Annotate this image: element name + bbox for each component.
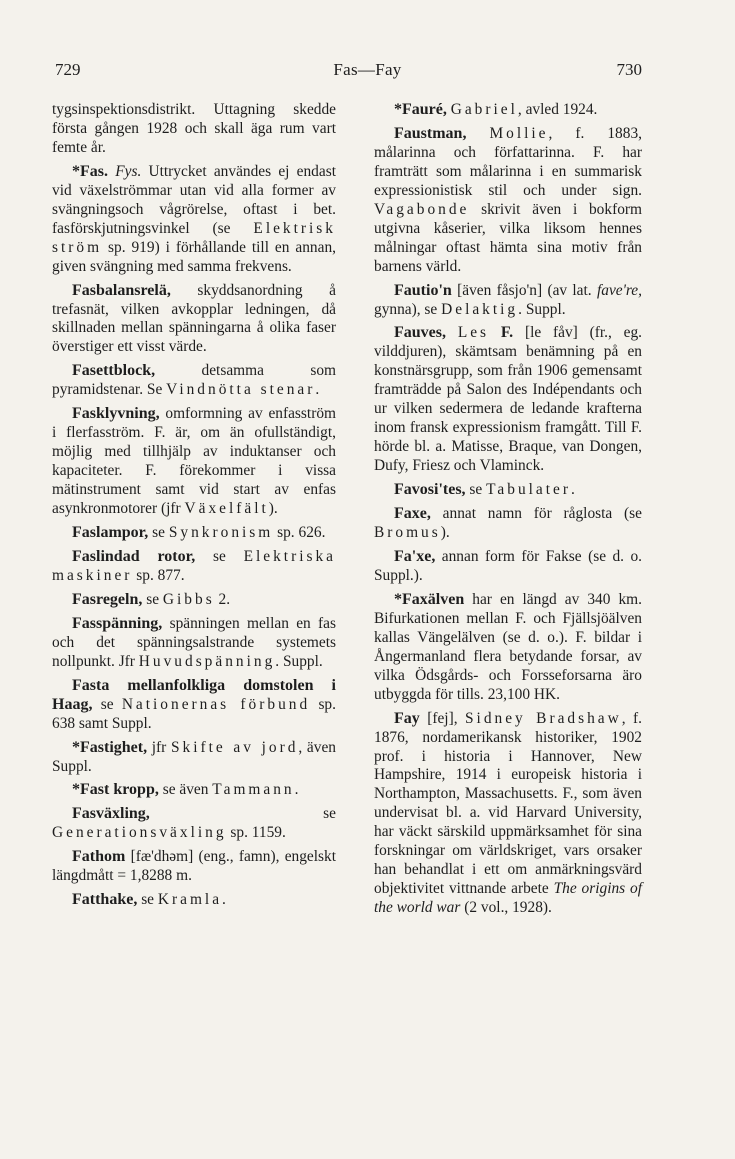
entry-favosites: Favosi'tes, se Tabulater. xyxy=(394,481,575,499)
entry-fasklyvning: Fasklyvning, omformning av enfasström i flerfasström. F. är, om än ofullständigt, möjlig med tillhjälp av induktanser och kapaciteter. F. förekommer i vissa mätinstrument samt vid start av enfas asynkronmotorer (jfr Växelfält). xyxy=(52,405,336,518)
running-title: Fas—Fay xyxy=(333,60,402,79)
entry-faxe-fakse: Fa'xe, annan form för Fakse (se d. o. Suppl.). xyxy=(374,547,642,584)
entry-fast-kropp: *Fast kropp, se även Tammann. xyxy=(72,781,299,799)
entry-fasvaxling: Fasväxling, se Generationsväxling sp. 1159. xyxy=(52,805,336,842)
entry-continuation: tygsinspektionsdistrikt. Uttagning skedde första gången 1928 och skall äga rum vart femte år. xyxy=(52,101,336,156)
entry-fauves: Fauves, Les F. [le fåv] (fr., eg. vilddjuren), skämtsam benämning på en konstnärsgrupp, som från 1906 gemensamt framträdde på Salon des Indépendants och ur vilken sedermera de ledande krafterna inom fransk expressionism framgått. Till F. hörde bl. a. Matisse, Braque, van Dongen, Dufy, Friesz och Vlaminck. xyxy=(374,324,642,475)
entry-faxe: Faxe, annat namn för råglosta (se Bromus). xyxy=(374,505,642,542)
left-column xyxy=(52,101,336,915)
entry-fas: *Fas. Fys. Uttrycket användes ej endast vid växelströmmar utan vid alla former av svängningsoch vågrörelse, oftast i bet. fasförskjutningsvinkel (se Elektrisk ström sp. 919) i förhållande till en annan, given svängning med samma frekvens. xyxy=(52,162,336,275)
entry-faure: *Fauré, Gabriel, avled 1924. xyxy=(394,101,598,118)
right-column xyxy=(374,101,642,923)
entry-faxalven: *Faxälven har en längd av 340 km. Bifurkationen mellan F. och Fjällsjöälven kallas Vängelälven (se d. o.). F. bildar i Ångermanland flera betydande forsar, av vilka Ödsgårds- och Forsseforsarna äro utbyggda för tills. 23,100 HK. xyxy=(374,590,642,703)
page-number-right: 730 xyxy=(616,60,642,79)
entry-fasbalansrela: Fasbalansrelä, skyddsanordning å trefasnät, vilken avkopplar ledningen, då skillnaden mellan spänningarna å olika faser överstiger ett visst värde. xyxy=(52,281,336,356)
entry-faslampor: Faslampor, se Synkronism sp. 626. xyxy=(72,524,326,542)
entry-faustman: Faustman, Mollie, f. 1883, målarinna och författarinna. F. har framträtt som målarinna i en summarisk expressionistisk stil och under sign. Vagabonde skrivit även i bokform utgivna kåserier, vilka liksom hennes målningar oftast hämta sina motiv från barnens värld. xyxy=(374,124,642,275)
entry-fatthake: Fatthake, se Kramla. xyxy=(72,891,226,909)
entry-fathom: Fathom [fæ'dhəm] (eng., famn), engelskt längdmått = 1,8288 m. xyxy=(52,848,336,885)
entry-fay: Fay [fej], Sidney Bradshaw, f. 1876, nordamerikansk historiker, 1902 prof. i historia i Hannover, New Hampshire, 1914 i europeisk historia i Northampton, Massachusetts. F., som även undervisat bl. a. vid Harvard University, har väckt särskild uppmärksamhet för sina forskningar om världskriget, vars orsaker han behandlat i ett om anmärkningsvärd objektivitet vittnande arbete The origins of the world war (2 vol., 1928). xyxy=(374,709,642,917)
entry-fasettblock: Fasettblock, detsamma som pyramidstenar. Se Vindnötta stenar. xyxy=(52,362,336,399)
page-number-left: 729 xyxy=(55,60,81,79)
entry-faution: Fautio'n [även fåsjo'n] (av lat. fave're, gynna), se Delaktig. Suppl. xyxy=(374,281,642,318)
entry-faslindad-rotor: Faslindad rotor, se Elektriska maskiner sp. 877. xyxy=(52,547,336,584)
entry-fastighet: *Fastighet, jfr Skifte av jord, även Suppl. xyxy=(52,738,336,775)
entry-fasta-domstolen: Fasta mellanfolkliga domstolen i Haag, se Nationernas förbund sp. 638 samt Suppl. xyxy=(52,676,336,732)
page-header xyxy=(0,60,735,84)
entry-fasregeln: Fasregeln, se Gibbs 2. xyxy=(72,590,231,608)
entry-fasspanning: Fasspänning, spänningen mellan en fas och det spänningsalstrande systemets nollpunkt. Jfr Huvudspänning. Suppl. xyxy=(52,614,336,670)
